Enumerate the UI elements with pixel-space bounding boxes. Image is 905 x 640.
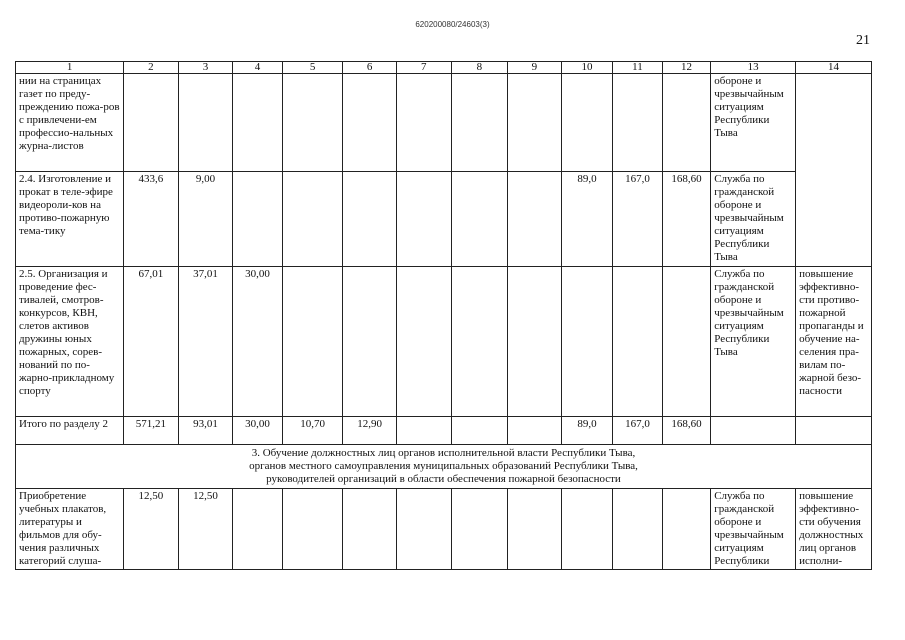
column-number-row [16,62,872,74]
section-heading [16,445,872,489]
value-cell [233,74,283,172]
executor-cell: Служба по гражданской обороне и чрезвычайным ситуациям Республики Тыва [711,267,796,417]
executor-cell: Служба по гражданской обороне и чрезвычайным ситуациям Республики Тыва [711,172,796,267]
value-cell [508,267,562,417]
value-cell [233,172,283,267]
value-cell: 433,6 [124,172,179,267]
column-number: 13 [711,62,796,74]
executor-cell: обороне и чрезвычайным ситуациям Республики Тыва [711,74,796,172]
column-number: 2 [124,62,179,74]
value-cell [561,489,613,570]
total-label: Итого по разделу 2 [16,417,124,445]
value-cell [662,74,711,172]
table-row [16,267,872,417]
column-number: 10 [561,62,613,74]
total-value [396,417,451,445]
value-cell [561,267,613,417]
value-cell [282,74,343,172]
total-value [451,417,508,445]
table-row [16,74,872,172]
value-cell [451,172,508,267]
activity-cell: 2.5. Организация и проведение фес-тивалей, смотров-конкурсов, КВН, слетов активов дружины юных пожарных, сорев-нований по по-жарно-прикладному спорту [16,267,124,417]
value-cell: 9,00 [178,172,233,267]
value-cell [662,267,711,417]
total-row [16,417,872,445]
value-cell [282,172,343,267]
value-cell [282,267,343,417]
value-cell [396,489,451,570]
value-cell [613,267,663,417]
value-cell [233,489,283,570]
value-cell [613,74,663,172]
page-number: 21 [856,33,870,48]
value-cell [508,172,562,267]
value-cell [396,172,451,267]
total-value: 10,70 [282,417,343,445]
activity-cell: Приобретение учебных плакатов, литературы и фильмов для обу-чения различных категорий слуша- [16,489,124,570]
column-number: 14 [796,62,872,74]
value-cell: 167,0 [613,172,663,267]
value-cell [508,74,562,172]
value-cell [451,74,508,172]
total-value: 30,00 [233,417,283,445]
value-cell: 12,50 [124,489,179,570]
value-cell [396,74,451,172]
activity-cell: нии на страницах газет по преду-преждению пожа-ров с привлечени-ем профессио-нальных журна-листов [16,74,124,172]
table-row [16,172,872,267]
value-cell [451,489,508,570]
column-number: 9 [508,62,562,74]
value-cell [343,172,397,267]
column-number: 11 [613,62,663,74]
executor-cell [711,417,796,445]
result-cell [796,172,872,267]
value-cell [662,489,711,570]
value-cell [343,267,397,417]
value-cell: 30,00 [233,267,283,417]
value-cell [396,267,451,417]
value-cell [178,74,233,172]
section-heading-row [16,445,872,489]
result-cell: повышение эффективно-сти противо-пожарной пропаганды и обучение на-селения пра-вилам по-жарной безо-пасности [796,267,872,417]
column-number: 3 [178,62,233,74]
value-cell [343,489,397,570]
value-cell: 67,01 [124,267,179,417]
total-value: 93,01 [178,417,233,445]
total-value: 168,60 [662,417,711,445]
value-cell: 168,60 [662,172,711,267]
value-cell [343,74,397,172]
value-cell [508,489,562,570]
value-cell [451,267,508,417]
total-value: 89,0 [561,417,613,445]
value-cell [561,74,613,172]
column-number: 5 [282,62,343,74]
total-value: 167,0 [613,417,663,445]
total-value: 571,21 [124,417,179,445]
result-cell: повышение эффективно-сти обучения должностных лиц органов исполни- [796,489,872,570]
section-heading-line: руководителей организаций в области обеспечения пожарной безопасности [266,473,621,485]
column-number: 12 [662,62,711,74]
column-number: 4 [233,62,283,74]
budget-table [15,61,872,570]
section-heading-line: органов местного самоуправления муниципальных образований Республики Тыва, [249,460,638,472]
column-number: 7 [396,62,451,74]
total-value [508,417,562,445]
value-cell: 37,01 [178,267,233,417]
section-heading-line: 3. Обучение должностных лиц органов исполнительной власти Республики Тыва, [251,447,636,459]
value-cell [282,489,343,570]
document-code: 620200080/24603(3) [415,20,490,29]
total-value: 12,90 [343,417,397,445]
activity-cell: 2.4. Изготовление и прокат в теле-эфире видеороли-ков на противо-пожарную тема-тику [16,172,124,267]
value-cell: 12,50 [178,489,233,570]
result-cell [796,74,872,172]
value-cell [613,489,663,570]
result-cell [796,417,872,445]
table-row [16,489,872,570]
executor-cell: Служба по гражданской обороне и чрезвычайным ситуациям Республики [711,489,796,570]
column-number: 6 [343,62,397,74]
value-cell [124,74,179,172]
column-number: 1 [16,62,124,74]
value-cell: 89,0 [561,172,613,267]
column-number: 8 [451,62,508,74]
